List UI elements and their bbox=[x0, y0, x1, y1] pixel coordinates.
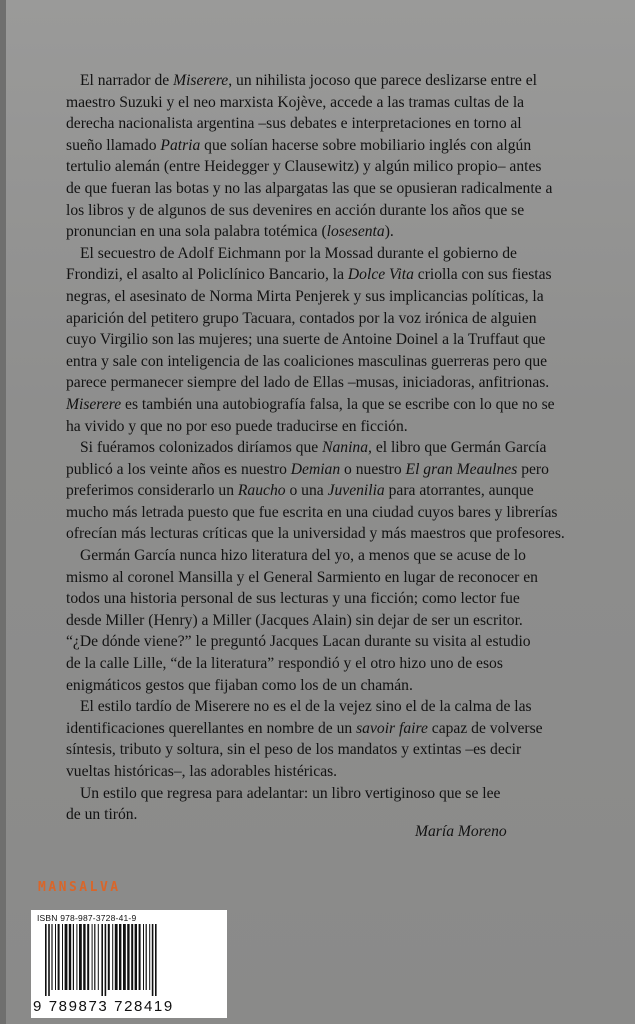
text-line: todos una historia personal de sus lecturas y una ficción; como lector fue bbox=[66, 590, 520, 608]
paragraph bbox=[52, 545, 592, 696]
barcode-bar bbox=[62, 924, 63, 990]
barcode-bar bbox=[127, 924, 129, 990]
paragraph bbox=[52, 437, 592, 545]
barcode-bar bbox=[45, 924, 47, 996]
blurb-text bbox=[52, 70, 592, 826]
paragraph bbox=[52, 696, 592, 782]
text-line: El secuestro de Adolf Eichmann por la Mossad durante el gobierno de bbox=[80, 244, 517, 262]
text-line: desde Miller (Henry) a Miller (Jacques Alain) sin dejar de ser un escritor. bbox=[66, 611, 523, 629]
text-line: derecha nacionalista argentina –sus debates e interpretaciones en torno al bbox=[66, 115, 522, 133]
barcode-bar bbox=[92, 924, 93, 990]
text-line: síntesis, tributo y soltura, sin el peso de los mandatos y extintas –es decir bbox=[66, 741, 522, 759]
text-line: El narrador de Miserere, un nihilista jocoso que parece deslizarse entre el bbox=[80, 72, 537, 89]
barcode-bar bbox=[149, 924, 150, 990]
barcode-bar bbox=[76, 924, 77, 990]
barcode-bar bbox=[51, 924, 52, 990]
barcode-bar bbox=[143, 924, 144, 990]
barcode-bar bbox=[108, 924, 110, 990]
barcode-bar bbox=[98, 924, 99, 990]
text-line: de un tirón. bbox=[66, 806, 138, 824]
text-line: parece permanecer siempre del lado de Ellas –musas, iniciadoras, anfitrionas. bbox=[66, 374, 550, 392]
barcode-bar bbox=[115, 924, 118, 990]
barcode-bar bbox=[87, 924, 89, 990]
barcode-bar bbox=[58, 924, 60, 990]
barcode-bar bbox=[65, 924, 68, 990]
text-line: El estilo tardío de Miserere no es el de la vejez sino el de la calma de las bbox=[80, 698, 532, 716]
text-line: Miserere es también una autobiografía falsa, la que se escribe con lo que no se bbox=[66, 395, 555, 413]
text-line: Un estilo que regresa para adelantar: un libro vertiginoso que se lee bbox=[80, 784, 501, 802]
text-line: sueño llamado Patria que solían hacerse sobre mobiliario inglés con algún bbox=[66, 136, 532, 154]
barcode-bars bbox=[41, 924, 221, 996]
barcode-bar bbox=[55, 924, 56, 990]
text-line: aparición del petitero grupo Tacuara, contados por la voz irónica de alguien bbox=[66, 309, 537, 327]
text-line: publicó a los veinte años es nuestro Demian o nuestro El gran Meaulnes pero bbox=[66, 460, 549, 478]
text-line: identificaciones querellantes en nombre de un savoir faire capaz de volverse bbox=[66, 719, 543, 737]
barcode-bar bbox=[139, 924, 141, 990]
barcode-bar bbox=[112, 924, 113, 990]
paragraph bbox=[52, 243, 592, 437]
barcode-bar bbox=[69, 924, 71, 990]
barcode-bar bbox=[135, 924, 137, 990]
text-line: Si fuéramos colonizados diríamos que Nanina, el libro que Germán García bbox=[80, 439, 547, 457]
text-line: Frondizi, el asalto al Policlínico Bancario, la Dolce Vita criolla con sus fiestas bbox=[66, 266, 552, 284]
author-signature: María Moreno bbox=[415, 823, 507, 840]
barcode-bar bbox=[105, 924, 107, 996]
text-line: vueltas históricas–, las adorables histéricas. bbox=[66, 763, 338, 780]
text-line: pronuncian en una sola palabra totémica (losesenta). bbox=[66, 223, 394, 241]
barcode-bar bbox=[101, 924, 103, 996]
text-line: los libros y de algunos de sus devenires en acción durante los años que se bbox=[66, 201, 525, 219]
text-line: negras, el asesinato de Norma Mirta Penjerek y sus implicancias políticas, la bbox=[66, 287, 544, 305]
barcode-bar bbox=[155, 924, 157, 996]
text-line: maestro Suzuki y el neo marxista Kojève, accede a las tramas cultas de la bbox=[66, 93, 525, 111]
barcode-bar bbox=[48, 924, 50, 996]
text-line: Germán García nunca hizo literatura del yo, a menos que se acuse de lo bbox=[80, 547, 526, 565]
barcode-bar bbox=[123, 924, 126, 990]
text-line: mismo al coronel Mansilla y el General Sarmiento en lugar de reconocer en bbox=[66, 568, 538, 586]
barcode bbox=[31, 910, 227, 1018]
text-line: de que fueran las botas y no las alpargatas las que se opusieran radicalmente a bbox=[66, 179, 553, 197]
text-line: preferimos considerarlo un Raucho o una Juvenilia para atorrantes, aunque bbox=[66, 482, 534, 500]
isbn-label: ISBN 978-987-3728-41-9 bbox=[37, 913, 137, 923]
barcode-bar bbox=[152, 924, 154, 996]
barcode-bar bbox=[94, 924, 95, 990]
barcode-digits: 9 789873 728419 bbox=[33, 998, 174, 1015]
text-line: entra y sale con inteligencia de las coaliciones masculinas guerreras pero que bbox=[66, 352, 548, 370]
text-line: mucho más letrada puesto que fue escrita en una ciudad cuyos bares y librerías bbox=[66, 503, 558, 521]
barcode-bar bbox=[146, 924, 147, 990]
text-line: cuyo Virgilio son las mujeres; una suerte de Antoine Doinel a la Truffaut que bbox=[66, 331, 546, 349]
barcode-bar bbox=[119, 924, 121, 990]
paragraph bbox=[52, 783, 592, 826]
text-line: de la calle Lille, “de la literatura” respondió y el otro hizo uno de esos bbox=[66, 655, 503, 673]
paragraph bbox=[52, 70, 592, 243]
text-line: ha vivido y que no por eso puede traducirse en ficción. bbox=[66, 417, 408, 435]
text-line: enigmáticos gestos que fijaban como los de un chamán. bbox=[66, 676, 413, 694]
cover-edge bbox=[0, 0, 6, 1024]
barcode-bar bbox=[79, 924, 82, 990]
text-line: tertulio alemán (entre Heidegger y Clausewitz) y algún milico propio– antes bbox=[66, 158, 542, 176]
barcode-bar bbox=[73, 924, 74, 990]
barcode-bar bbox=[83, 924, 85, 990]
barcode-bar bbox=[131, 924, 133, 990]
publisher-logo: MANSALVA bbox=[38, 880, 121, 895]
text-line: “¿De dónde viene?” le preguntó Jacques Lacan durante su visita al estudio bbox=[66, 633, 531, 651]
text-line: ofrecían más lecturas críticas que la universidad y más maestros que profesores. bbox=[66, 525, 565, 543]
